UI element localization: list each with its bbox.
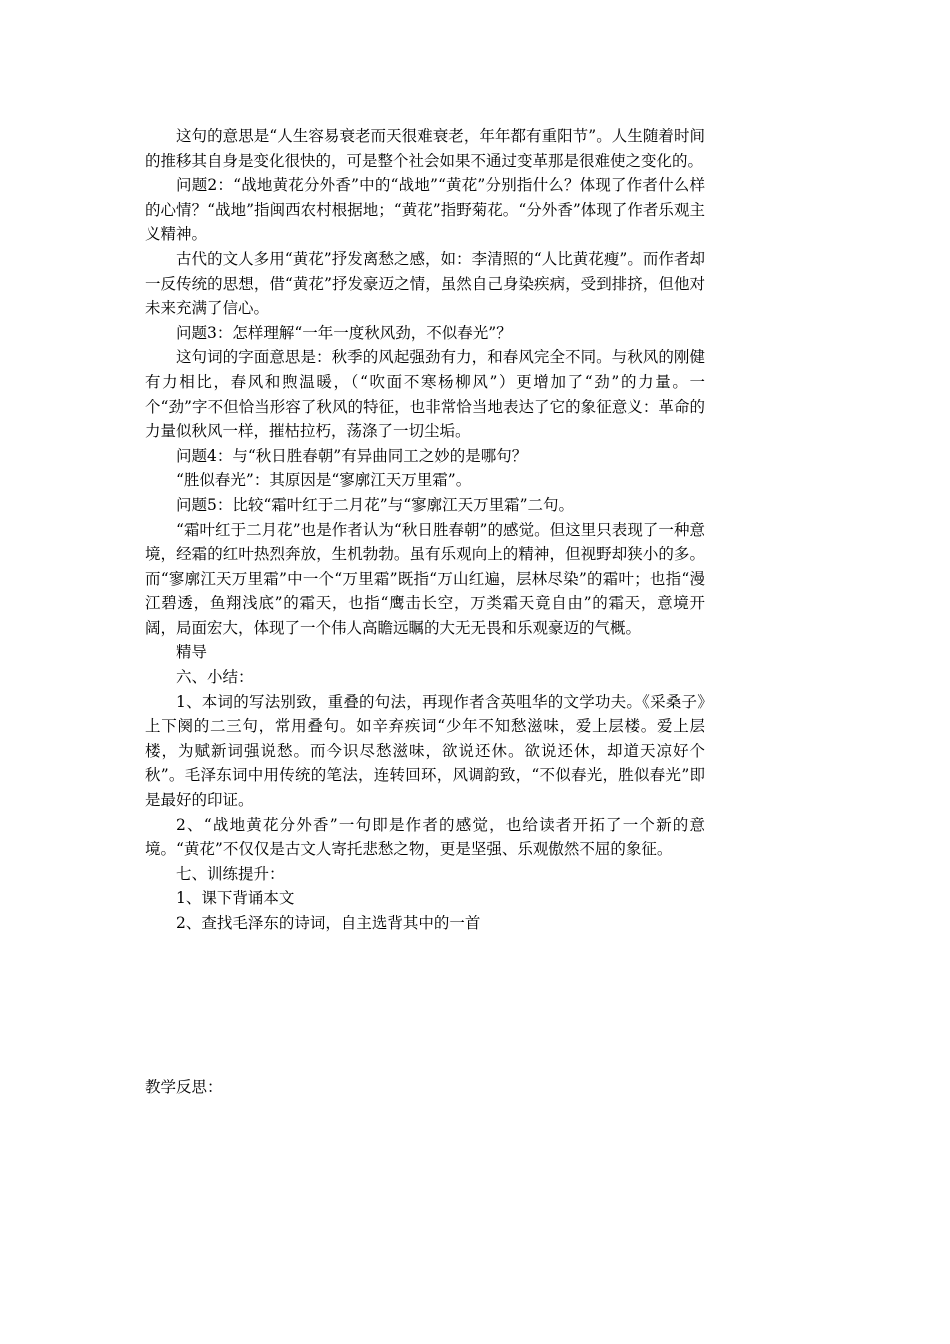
paragraph: 这句的意思是“人生容易衰老而天很难衰老，年年都有重阳节”。人生随着时间的推移其自身是变化很快的，可是整个社会如果不通过变革那是很难使之变化的。 [145, 127, 705, 170]
paragraph: 问题2：“战地黄花分外香”中的“战地”“黄花”分别指什么？体现了作者什么样的心情？“战地”指闽西农村根据地；“黄花”指野菊花。“分外香”体现了作者乐观主义精神。 [145, 176, 705, 244]
paragraph: “胜似春光”：其原因是“寥廓江天万里霜”。 [176, 471, 472, 490]
paragraph: 古代的文人多用“黄花”抒发离愁之感，如：李清照的“人比黄花瘦”。而作者却一反传统的思想，借“黄花”抒发豪迈之情，虽然自己身染疾病，受到排挤，但他对未来充满了信心。 [145, 249, 705, 318]
paragraph: 1、课下背诵本文 [176, 889, 295, 908]
paragraph: 1、本词的写法别致，重叠的句法，再现作者含英咀华的文学功夫。《采桑子》上下阕的二三句，常用叠句。如辛弃疾词“少年不知愁滋味，爱上层楼。爱上层楼，为赋新词强说愁。而今识尽愁滋味，欲说还休。欲说还休，却道天凉好个秋”。毛泽东词中用传统的笔法，连转回环，风调韵致，“不似春光，胜似春光”即是最好的印证。 [145, 692, 705, 810]
document-body [145, 124, 705, 936]
paragraph: 六、小结： [176, 668, 254, 687]
teaching-reflection-label: 教学反思： [145, 1078, 223, 1096]
paragraph: 七、训练提升： [176, 864, 285, 883]
paragraph: “霜叶红于二月花”也是作者认为“秋日胜春朝”的感觉。但这里只表现了一种意境，经霜的红叶热烈奔放，生机勃勃。虽有乐观向上的精神，但视野却狭小的多。而“寥廓江天万里霜”中一个“万里霜”既指“万山红遍，层林尽染”的霜叶；也指“漫江碧透，鱼翔浅底”的霜天，也指“鹰击长空，万类霜天竟自由”的霜天，意境开阔，局面宏大，体现了一个伟人高瞻远瞩的大无无畏和乐观豪迈的气概。 [145, 520, 705, 637]
paragraph: 这句词的字面意思是：秋季的风起强劲有力，和春风完全不同。与秋风的刚健有力相比，春风和煦温暖，（“吹面不寒杨柳风”）更增加了“劲”的力量。一个“劲”字不但恰当形容了秋风的特征，也非常恰当地表达了它的象征意义：革命的力量似秋风一样，摧枯拉朽，荡涤了一切尘垢。 [145, 348, 705, 441]
paragraph: 精导 [176, 643, 208, 662]
paragraph: 问题5：比较“霜叶红于二月花”与“寥廓江天万里霜”二句。 [176, 495, 575, 514]
paragraph: 问题4：与“秋日胜春朝”有异曲同工之妙的是哪句？ [176, 446, 528, 465]
paragraph: 问题3：怎样理解“一年一度秋风劲，不似春光”？ [176, 323, 512, 342]
paragraph: 2、查找毛泽东的诗词，自主选背其中的一首 [176, 914, 481, 932]
paragraph: 2、“战地黄花分外香”一句即是作者的感觉，也给读者开拓了一个新的意境。“黄花”不仅仅是古文人寄托悲愁之物，更是坚强、乐观傲然不屈的象征。 [145, 815, 705, 859]
